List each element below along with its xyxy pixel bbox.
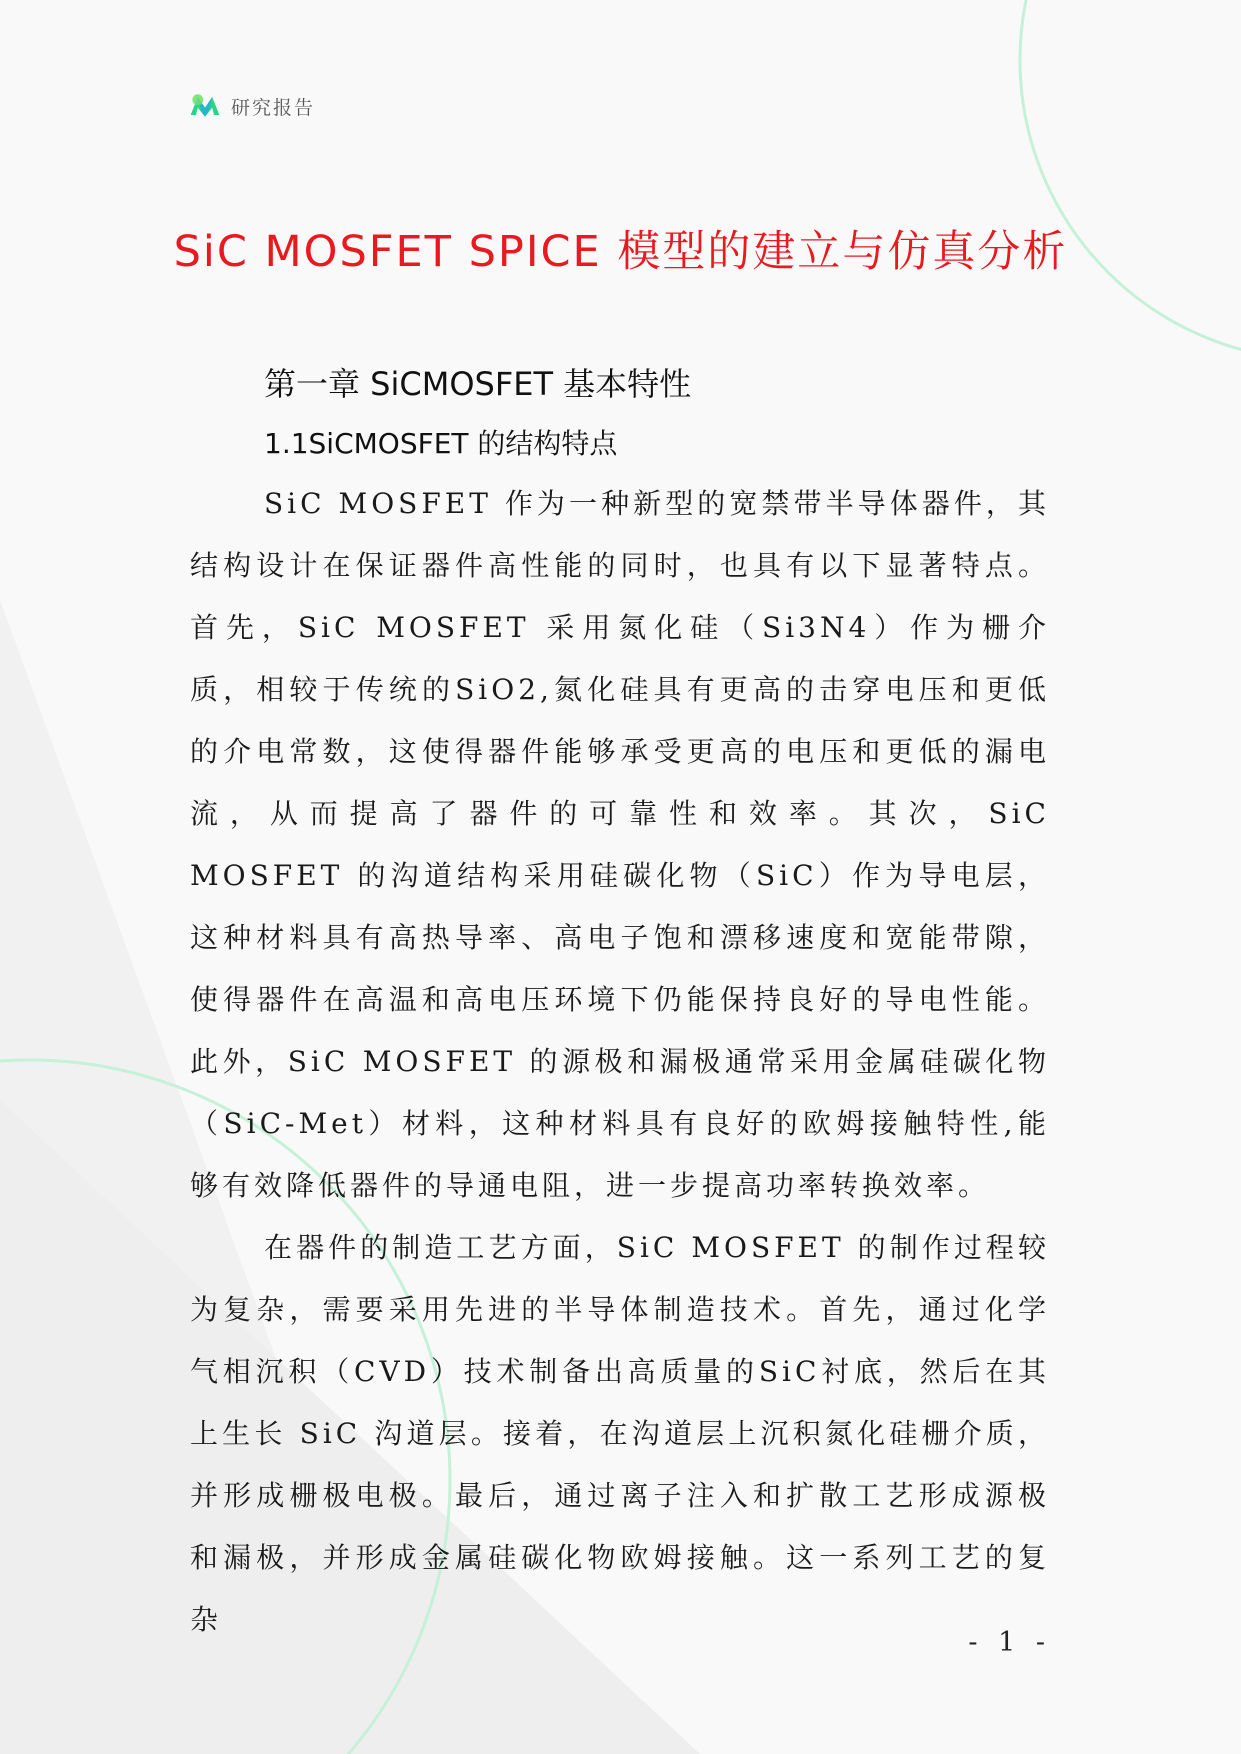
- document-header: [187, 88, 315, 124]
- document-title: SiC MOSFET SPICE 模型的建立与仿真分析: [173, 227, 1068, 277]
- body-paragraph: SiC MOSFET 作为一种新型的宽禁带半导体器件，其结构设计在保证器件高性能的同时，也具有以下显著特点。首先，SiC MOSFET 采用氮化硅（Si3N4）作为栅介质，相较于传统的SiO2,氮化硅具有更高的击穿电压和更低的介电常数，这使得器件能够承受更高的电压和更低的漏电流，从而提高了器件的可靠性和效率。其次，SiC MOSFET 的沟道结构采用硅碳化物（SiC）作为导电层，这种材料具有高热导率、高电子饱和漂移速度和宽能带隙，使得器件在高温和高电压环境下仍能保持良好的导电性能。此外，SiC MOSFET 的源极和漏极通常采用金属硅碳化物（SiC-Met）材料，这种材料具有良好的欧姆接触特性,能够有效降低器件的导通电阻，进一步提高功率转换效率。: [190, 487, 1050, 1202]
- green-m-logo-icon: [187, 88, 223, 124]
- body-paragraph: 在器件的制造工艺方面，SiC MOSFET 的制作过程较为复杂，需要采用先进的半导体制造技术。首先，通过化学气相沉积（CVD）技术制备出高质量的SiC衬底，然后在其上生长 SiC 沟道层。接着，在沟道层上沉积氮化硅栅介质，并形成栅极电极。最后，通过离子注入和扩散工艺形成源极和漏极，并形成金属硅碳化物欧姆接触。这一系列工艺的复杂: [190, 1231, 1050, 1636]
- chapter-heading: 第一章 SiCMOSFET 基本特性: [264, 365, 692, 403]
- section-heading: 1.1SiCMOSFET 的结构特点: [264, 427, 618, 460]
- report-type-label: 研究报告: [231, 96, 316, 119]
- page-number: - 1 -: [968, 1627, 1051, 1658]
- decorative-arc-top-right: [1020, 0, 1241, 360]
